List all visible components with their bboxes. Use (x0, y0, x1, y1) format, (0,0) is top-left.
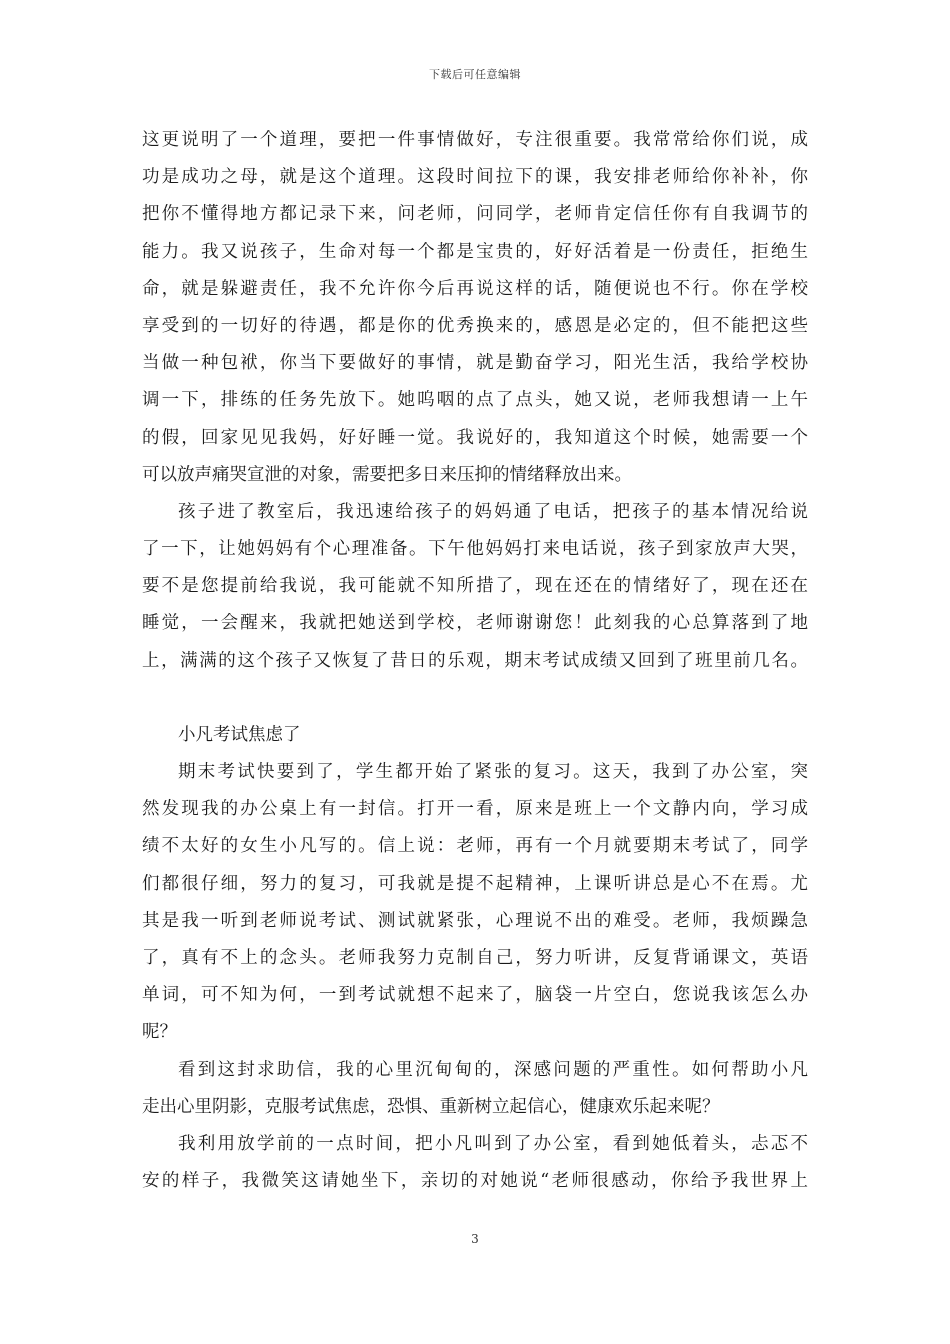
text-line: 了，真有不上的念头。老师我努力克制自己，努力听讲，反复背诵课文，英语 (142, 947, 808, 968)
text-line: 上，满满的这个孩子又恢复了昔日的乐观，期末考试成绩又回到了班里前几名。 (142, 650, 808, 671)
document-body (142, 122, 808, 1200)
text-line: 命，就是躲避责任，我不允许你今后再说这样的话，随便说也不行。你在学校 (142, 278, 808, 299)
page-header: 下载后可任意编辑 (429, 68, 521, 81)
text-line: 走出心里阴影，克服考试焦虑，恐惧、重新树立起信心，健康欢乐起来呢？ (142, 1096, 720, 1117)
text-line: 要不是您提前给我说，我可能就不知所措了，现在还在的情绪好了，现在还在 (142, 576, 808, 597)
paragraph (142, 1052, 808, 1126)
text-line: 看到这封求助信，我的心里沉甸甸的，深感问题的严重性。如何帮助小凡 (178, 1059, 808, 1080)
paragraph-gap (142, 680, 808, 717)
text-line: 调一下，排练的任务先放下。她呜咽的点了点头，她又说，老师我想请一上午 (142, 390, 808, 411)
paragraph (142, 122, 808, 494)
text-line: 可以放声痛哭宣泄的对象，需要把多日来压抑的情绪释放出来。 (142, 464, 632, 485)
text-line: 我利用放学前的一点时间，把小凡叫到了办公室，看到她低着头，忐忑不 (178, 1133, 808, 1154)
section-title: 小凡考试焦虑了 (178, 724, 301, 745)
text-line: 单词，可不知为何，一到考试就想不起来了，脑袋一片空白，您说我该怎么办 (142, 985, 808, 1006)
text-line: 其是我一听到老师说考试、测试就紧张，心理说不出的难受。老师，我烦躁急 (142, 910, 808, 931)
text-line: 把你不懂得地方都记录下来，问老师，问同学，老师肯定信任你有自我调节的 (142, 204, 808, 225)
text-line: 的假，回家见见我妈，好好睡一觉。我说好的，我知道这个时候，她需要一个 (142, 427, 808, 448)
text-line: 期末考试快要到了，学生都开始了紧张的复习。这天，我到了办公室，突 (178, 762, 808, 782)
text-line: 呢？ (142, 1022, 177, 1043)
text-line: 享受到的一切好的待遇，都是你的优秀换来的，感恩是必定的，但不能把这些 (142, 315, 808, 336)
text-line: 绩不太好的女生小凡写的。信上说：老师，再有一个月就要期末考试了，同学 (142, 836, 808, 857)
paragraph (142, 754, 808, 1052)
text-line: 当做一种包袱，你当下要做好的事情，就是勤奋学习，阳光生活，我给学校协 (142, 353, 808, 374)
text-line: 这更说明了一个道理，要把一件事情做好，专注很重要。我常常给你们说，成 (142, 130, 808, 150)
text-line: 们都很仔细，努力的复习，可我就是提不起精神，上课听讲总是心不在焉。尤 (142, 873, 808, 894)
text-line: 安的样子，我微笑这请她坐下，亲切的对她说“老师很感动，你给予我世界上 (142, 1171, 808, 1192)
text-line: 然发现我的办公桌上有一封信。打开一看，原来是班上一个文静内向，学习成 (142, 799, 808, 820)
page-number: 3 (471, 1232, 479, 1246)
text-line: 能力。我又说孩子，生命对每一个都是宝贵的，好好活着是一份责任，拒绝生 (142, 241, 808, 262)
text-line: 了一下，让她妈妈有个心理准备。下午他妈妈打来电话说，孩子到家放声大哭， (142, 539, 808, 560)
text-line: 睡觉，一会醒来，我就把她送到学校，老师谢谢您！此刻我的心总算落到了地 (142, 613, 808, 634)
paragraph (142, 1126, 808, 1200)
paragraph (142, 494, 808, 680)
text-line: 功是成功之母，就是这个道理。这段时间拉下的课，我安排老师给你补补，你 (142, 167, 808, 188)
text-line: 孩子进了教室后，我迅速给孩子的妈妈通了电话，把孩子的基本情况给说 (178, 501, 808, 522)
